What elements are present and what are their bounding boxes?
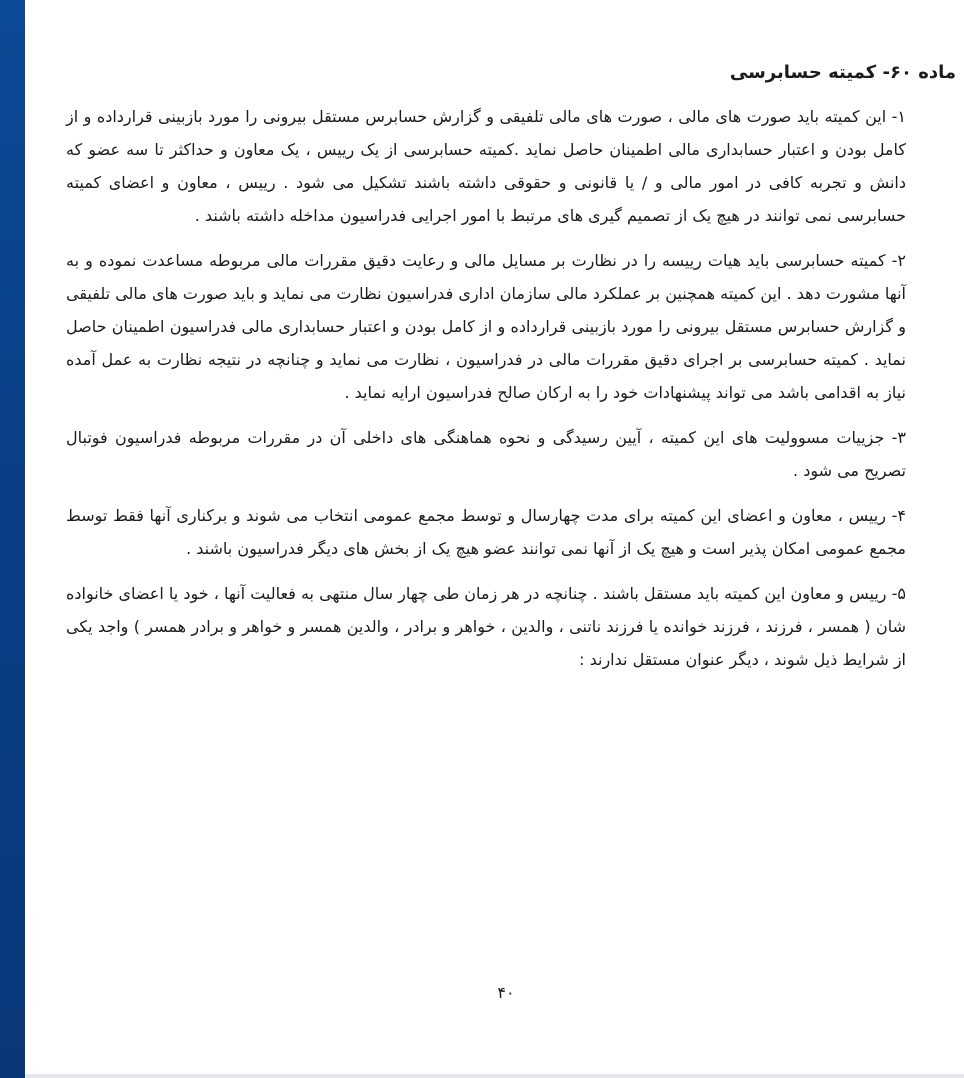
clause-4: ۴- رییس ، معاون و اعضای این کمیته برای مدت چهارسال و توسط مجمع عمومی انتخاب می شوند و برکناری آنها فقط توسط مجمع عمومی امکان پذیر است و هیچ یک از آنها نمی توانند عضو هیچ یک از بخش های دیگر فدراسیون باشند . — [66, 506, 906, 558]
article-title: ماده ۶۰- کمیته حسابرسی — [729, 62, 956, 83]
page-bottom-edge — [25, 1074, 964, 1078]
document-page — [66, 58, 956, 688]
clause-3: ۳- جزییات مسوولیت های این کمیته ، آیین رسیدگی و نحوه هماهنگی های داخلی آن در مقررات مربوطه فدراسیون فوتبال تصریح می شود . — [66, 428, 906, 480]
clause-1: ۱- این کمیته باید صورت های مالی ، صورت های مالی تلفیقی و گزارش حسابرس مستقل بیرونی را مورد بازبینی قرارداده و از کامل بودن و اعتبار حسابداری مالی اطمینان حاصل نماید .کمیته حسابرسی از یک رییس ، یک معاون و حداکثر تا سه عضو که دانش و تجربه کافی در امور مالی و / یا قانونی و حقوقی داشته باشند تشکیل می شود . رییس ، معاون و اعضای کمیته حسابرسی نمی توانند در هیچ یک از تصمیم گیری های مرتبط با امور اجرایی فدراسیون مداخله داشته باشند . — [66, 107, 906, 225]
clause-2: ۲- کمیته حسابرسی باید هیات رییسه را در نظارت بر مسایل مالی و رعایت دقیق مقررات مالی مربوطه مساعدت نموده و به آنها مشورت دهد . این کمیته همچنین بر عملکرد مالی سازمان اداری فدراسیون نظارت می نماید و باید صورت های مالی تلفیقی و گزارش حسابرس مستقل بیرونی را مورد بازبینی قرارداده و از کامل بودن و اعتبار حسابداری مالی فدراسیون اطمینان حاصل نماید . کمیته حسابرسی بر اجرای دقیق مقررات مالی در فدراسیون ، نظارت می نماید و چنانچه در نتیجه نظارت به عمل آمده نیاز به اقدامی باشد می تواند پیشنهادات خود را به ارکان صالح فدراسیون ارایه نماید . — [66, 251, 906, 402]
page-number: ۴۰ — [497, 983, 515, 1002]
left-blue-border — [0, 0, 25, 1078]
clause-5: ۵- رییس و معاون این کمیته باید مستقل باشند . چنانچه در هر زمان طی چهار سال منتهی به فعالیت آنها ، خود یا اعضای خانواده شان ( همسر ، فرزند ، فرزند خوانده یا فرزند ناتنی ، والدین ، خواهر و برادر ، والدین همسر و خواهر و برادر همسر ) واجد یکی از شرایط ذیل شوند ، دیگر عنوان مستقل ندارند : — [66, 584, 906, 669]
